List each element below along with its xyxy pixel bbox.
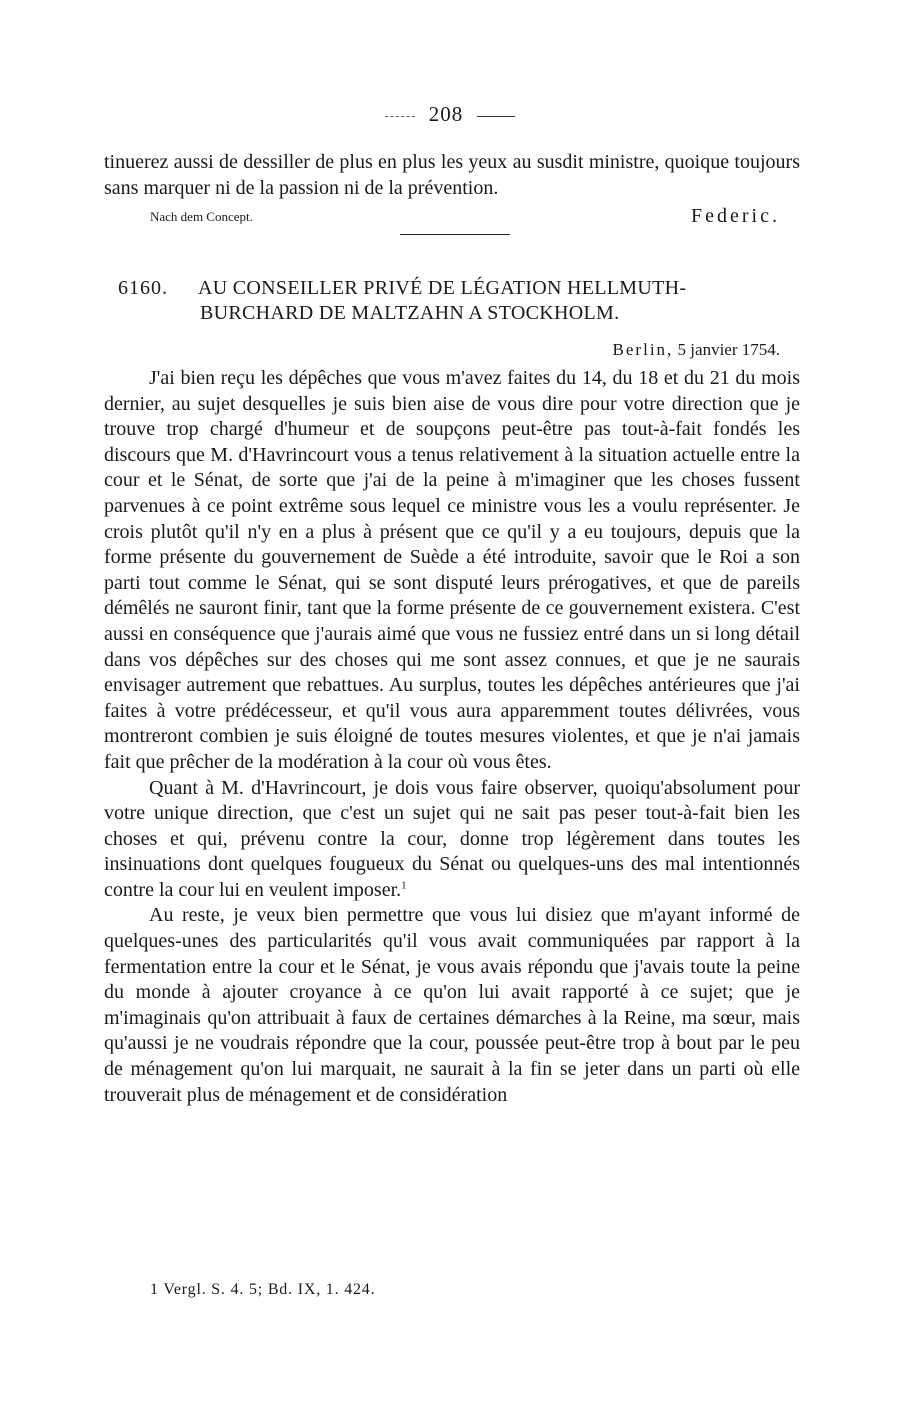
decorative-dash-left	[385, 116, 415, 117]
dateline-date: 5 janvier 1754.	[677, 340, 780, 359]
paragraph-2-text: Quant à M. d'Havrincourt, je dois vous faire observer, quoiqu'absolument pour votre unique direction, que c'est un sujet qui ne sait pas peser tout-à-fait bien les choses et qui, prévenu contre la cour, donne trop légèrement dans toutes les insinuations dont quelques fougueux du Sénat ou quelques-uns des mal intentionnés contre la cour lui en veulent imposer.	[104, 776, 800, 901]
dateline-place: Berlin,	[612, 340, 674, 359]
signature: Federic.	[691, 205, 780, 227]
footnote-reference: 1	[401, 879, 407, 892]
footnote-text: Vergl. S. 4. 5; Bd. IX, 1. 424.	[163, 1281, 376, 1298]
source-note: Nach dem Concept.	[150, 209, 253, 224]
previous-letter-text: tinuerez aussi de dessiller de plus en plus les yeux au susdit ministre, quoique toujours sans marquer ni de la passion ni de la prévention.	[104, 151, 800, 199]
letter-title-line2: BURCHARD DE MALTZAHN A STOCKHOLM.	[200, 302, 620, 324]
section-divider	[400, 234, 510, 235]
letter-number: 6160.	[118, 277, 168, 299]
decorative-dash-right	[477, 116, 515, 117]
footnote	[150, 1281, 375, 1299]
closing-row	[150, 205, 780, 231]
page-number	[0, 102, 900, 127]
footnote-marker: 1	[150, 1281, 159, 1298]
letter-body	[104, 366, 800, 1108]
letter-title-line1: AU CONSEILLER PRIVÉ DE LÉGATION HELLMUTH-	[198, 277, 687, 299]
paragraph-2	[104, 776, 800, 904]
letter-title	[198, 276, 808, 326]
page-number-value: 208	[428, 102, 464, 126]
paragraph-1: J'ai bien reçu les dépêches que vous m'avez faites du 14, du 18 et du 21 du mois dernier, au sujet desquelles je suis bien aise de vous dire pour votre direction que je trouve trop chargé d'humeur et de soupçons peut-être pas tout-à-fait fondés les discours que M. d'Havrincourt vous a tenus relativement à la situation actuelle entre la cour et le Sénat, de sorte que j'ai de la peine à m'imaginer que les choses fussent parvenues à ce point extrême sous lequel ce ministre vous les a voulu représenter. Je crois plutôt qu'il n'y en a plus à présent que ce qu'il y a eu toujours, depuis que la forme présente du gouvernement de Suède a été introduite, savoir que le Roi a son parti tout comme le Sénat, qui se sont disputé leurs prérogatives, et que de pareils démêlés ne sauront finir, tant que la forme présente de ce gouvernement existera. C'est aussi en conséquence que j'aurais aimé que vous ne fussiez entré dans un si long détail dans vos dépêches sur des choses qui me sont assez connues, et que je ne saurais envisager autrement que rebattues. Au surplus, toutes les dépêches antérieures que j'ai faites à votre prédécesseur, et qu'il vous aura apparemment toutes délivrées, vous montreront combien je suis éloigné de toutes mesures violentes, et que je n'ai jamais fait que prêcher de la modération à la cour où vous êtes.	[104, 367, 800, 773]
previous-letter-ending	[104, 150, 800, 201]
dateline	[613, 340, 780, 360]
paragraph-3: Au reste, je veux bien permettre que vous lui disiez que m'ayant informé de quelques-unes des particularités qu'il vous avait communiquées par rapport à la fermentation entre la cour et le Sénat, je vous avais répondu que j'avais toute la peine du monde à ajouter croyance à ce qu'on lui avait rapporté à ce sujet; que je m'imaginais qu'on attribuait à faux de certaines démarches à la Reine, ma sœur, mais qu'aussi je ne voudrais répondre que la cour, poussée peut-être trop à bout par le peu de ménagement qu'on lui marquait, ne saurait à la fin se jeter dans un parti où elle trouverait plus de ménagement et de considération	[104, 904, 800, 1106]
